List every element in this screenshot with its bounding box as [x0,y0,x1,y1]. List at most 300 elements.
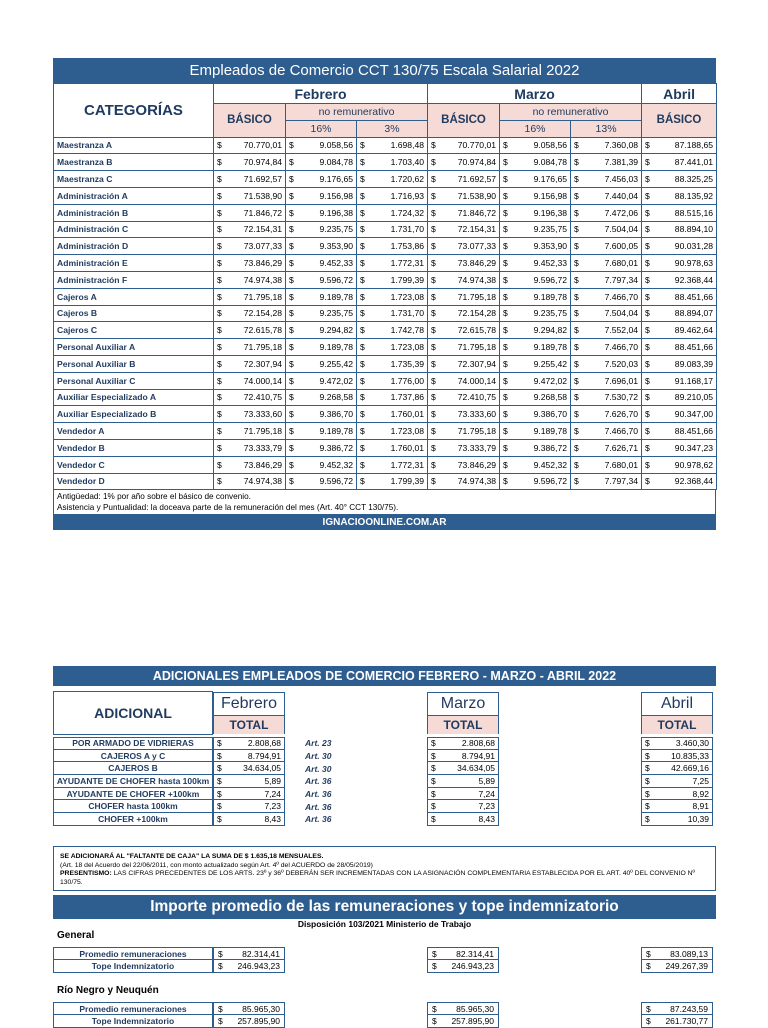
currency-symbol: $ [503,140,508,151]
currency-symbol: $ [645,750,650,761]
amount: 72.154,31 [457,224,497,235]
adic-feb-total: TOTAL [214,715,284,734]
salary-cell [357,187,428,204]
currency-symbol: $ [289,274,294,285]
currency-symbol: $ [217,392,222,403]
amount: 73.333,60 [243,409,282,420]
currency-symbol: $ [574,426,579,437]
amount: 72.154,28 [243,308,282,319]
amount: 9.353,90 [319,241,353,252]
currency-symbol: $ [503,291,508,302]
salary-cell [571,372,642,389]
currency-symbol: $ [360,190,365,201]
amount: 85.965,30 [456,1003,494,1014]
importe-value [213,960,285,973]
currency-symbol: $ [574,207,579,218]
category-name: Vendedor D [54,473,214,490]
salary-amount [574,208,638,218]
currency-symbol: $ [574,308,579,319]
salary-cell [214,137,286,154]
amount: 249.267,39 [665,961,708,971]
currency-symbol: $ [431,392,436,403]
importe-labels [53,1002,213,1028]
salary-amount [217,342,282,352]
salary-amount [217,476,282,486]
currency-symbol: $ [645,174,650,185]
basico-header-feb: BÁSICO [214,104,286,138]
currency-symbol: $ [360,375,365,386]
salary-cell [642,221,717,238]
salary-amount [360,157,424,167]
amount: 8,91 [692,801,709,812]
salary-cell [428,423,500,440]
salary-amount [503,443,567,453]
currency-symbol: $ [503,224,508,235]
amount: 9.472,02 [533,375,568,386]
amount: 7.381,39 [604,157,639,168]
currency-symbol: $ [289,291,294,302]
currency-symbol: $ [289,325,294,336]
salary-amount [360,376,424,386]
salary-cell [357,154,428,171]
salary-amount [360,208,424,218]
amount: 2.808,68 [247,738,281,749]
salary-cell [500,288,571,305]
currency-symbol: $ [574,190,579,201]
amount: 71.846,72 [243,207,282,218]
currency-symbol: $ [431,258,436,269]
currency-symbol: $ [574,409,579,420]
salary-row [54,255,717,272]
salary-amount [503,224,567,234]
salary-cell [428,389,500,406]
amount: 9.472,02 [319,375,353,386]
importe-mar-values [427,947,499,973]
importe-amount [646,1016,708,1026]
amount: 9.596,72 [319,274,353,285]
note-faltante-caja: SE ADICIONARÁ AL "FALTANTE DE CAJA" LA SUMA DE $ 1.635,18 MENSUALES. [60,853,324,860]
adicional-feb-values [213,737,285,826]
salary-amount [360,174,424,184]
currency-symbol: $ [574,174,579,185]
currency-symbol: $ [289,308,294,319]
amount: 74.974,38 [457,476,497,487]
salary-cell [214,255,286,272]
currency-symbol: $ [289,392,294,403]
salary-amount [503,174,567,184]
salary-cell [500,238,571,255]
amount: 73.846,29 [243,258,282,269]
salary-cell [286,305,357,322]
article-ref: Art. 36 [305,789,332,800]
amount: 7,24 [478,788,495,799]
salary-amount [503,426,567,436]
amount: 7.504,04 [604,224,639,235]
salary-cell [286,423,357,440]
currency-symbol: $ [289,409,294,420]
salary-amount [574,275,638,285]
note-asistencia: Asistencia y Puntualidad: la doceava parte de la remuneración del mes (Art. 40° CCT 130/75). [57,503,399,513]
salary-amount [574,376,638,386]
salary-cell [357,171,428,188]
salary-cell [428,322,500,339]
salary-amount [574,174,638,184]
salary-amount [574,460,638,470]
amount: 88.135,92 [674,190,714,201]
salary-cell [571,204,642,221]
importe-amount [432,961,494,971]
adicional-label: CAJEROS B [53,762,213,775]
amount: 8,43 [478,813,495,824]
amount: 70.770,01 [457,140,497,151]
amount: 7.520,03 [604,358,639,369]
article-ref: Art. 30 [305,763,332,774]
amount: 9.189,78 [533,342,568,353]
importe-value [427,960,499,973]
salary-cell [357,221,428,238]
currency-symbol: $ [432,961,437,971]
salary-cell [357,288,428,305]
amount: 7.696,01 [604,375,639,386]
article-ref: Art. 36 [305,814,332,825]
currency-symbol: $ [360,358,365,369]
salary-amount [574,426,638,436]
currency-symbol: $ [289,241,294,252]
importe-amount [646,961,708,971]
salary-amount [217,224,282,234]
amount: 9.235,75 [533,224,568,235]
currency-symbol: $ [217,308,222,319]
currency-symbol: $ [289,258,294,269]
amount: 5,89 [478,775,495,786]
basico-header-mar: BÁSICO [428,104,500,138]
salary-row [54,355,717,372]
salary-cell [500,204,571,221]
salary-amount [431,191,496,201]
importe-feb-values [213,1002,285,1028]
amount: 257.895,90 [451,1016,494,1026]
salary-title: Empleados de Comercio CCT 130/75 Escala Salarial 2022 [53,58,716,83]
adicional-value [213,800,285,813]
category-name: Auxiliar Especializado A [54,389,214,406]
salary-row [54,473,717,490]
salary-amount [503,157,567,167]
salary-cell [214,473,286,490]
salary-row [54,439,717,456]
adicional-amount [431,789,495,799]
importe-value [641,1002,713,1015]
salary-amount [217,426,282,436]
importe-amount [218,1004,280,1014]
salary-cell [286,322,357,339]
salary-amount [503,191,567,201]
amount: 7.504,04 [604,308,639,319]
salary-amount [503,476,567,486]
salary-amount [431,157,496,167]
importe-amount [218,1016,280,1026]
salary-cell [642,406,717,423]
currency-symbol: $ [431,442,436,453]
currency-symbol: $ [289,224,294,235]
importe-abr-values [641,947,713,973]
adicionales-title: ADICIONALES EMPLEADOS DE COMERCIO FEBRERO - MARZO - ABRIL 2022 [53,666,716,686]
currency-symbol: $ [431,140,436,151]
salary-cell [500,322,571,339]
salary-cell [571,271,642,288]
adicional-value [213,762,285,775]
amount: 1.698,48 [390,140,425,151]
salary-cell [286,238,357,255]
amount: 8.794,91 [247,750,281,761]
adic-mar-total: TOTAL [428,715,498,734]
salary-cell [500,221,571,238]
salary-cell [642,456,717,473]
adicional-value [641,737,713,750]
salary-cell [642,439,717,456]
salary-amount [431,292,496,302]
amount: 7.680,01 [604,459,639,470]
salary-amount [574,241,638,251]
salary-row [54,372,717,389]
salary-amount [574,292,638,302]
salary-amount [645,342,713,352]
amount: 88.325,25 [674,174,714,185]
adicional-value [427,788,499,801]
salary-row [54,137,717,154]
amount: 9.255,42 [533,358,568,369]
salary-amount [289,208,353,218]
amount: 71.795,18 [243,291,282,302]
adicional-label: CAJEROS A y C [53,750,213,763]
salary-row [54,423,717,440]
salary-cell [500,255,571,272]
amount: 71.538,90 [457,190,497,201]
category-name: Auxiliar Especializado B [54,406,214,423]
amount: 7.797,34 [604,476,639,487]
salary-amount [645,460,713,470]
currency-symbol: $ [360,140,365,151]
currency-symbol: $ [431,375,436,386]
amount: 73.333,79 [243,442,282,453]
amount: 7.626,70 [604,409,639,420]
salary-cell [286,221,357,238]
salary-amount [289,409,353,419]
salary-row [54,204,717,221]
amount: 42.669,16 [671,763,709,774]
currency-symbol: $ [431,190,436,201]
note-presentismo: PRESENTISMO: LAS CIFRAS PRECEDENTES DE LOS ARTS. 23º y 36º DEBERÁN SER INCREMENTADAS CON LA ASIGNACIÓN COMPLEMENTARIA ESTABLECIDA POR EL ART. 40º DEL CONVENIO Nº 130/75. [60,870,696,886]
adicional-amount [645,801,709,811]
importe-amount [432,1016,494,1026]
amount: 72.154,28 [457,308,497,319]
salary-amount [645,191,713,201]
amount: 70.770,01 [243,140,282,151]
salary-amount [503,258,567,268]
amount: 87.441,01 [674,157,714,168]
salary-cell [500,137,571,154]
currency-symbol: $ [503,409,508,420]
salary-amount [217,359,282,369]
amount: 88.451,66 [674,342,714,353]
currency-symbol: $ [217,788,222,799]
amount: 7.552,04 [604,325,639,336]
salary-amount [217,174,282,184]
salary-amount [289,476,353,486]
currency-symbol: $ [218,1003,223,1014]
importe-subtitle: Disposición 103/2021 Ministerio de Trabajo [297,919,472,929]
amount: 92.368,44 [674,476,714,487]
salary-cell [500,389,571,406]
amount: 1.737,86 [390,392,425,403]
salary-cell [214,372,286,389]
currency-symbol: $ [431,788,436,799]
pct-mar-1: 16% [500,120,571,137]
amount: 1.776,00 [390,375,425,386]
amount: 9.452,33 [319,258,353,269]
currency-symbol: $ [432,1016,437,1026]
salary-amount [289,140,353,150]
amount: 89.462,64 [674,325,714,336]
adicional-label: AYUDANTE DE CHOFER +100km [53,788,213,801]
currency-symbol: $ [645,738,650,749]
salary-amount [431,308,496,318]
salary-body [54,137,717,490]
amount: 1.772,31 [390,459,425,470]
salary-notes [53,490,716,515]
salary-cell [286,406,357,423]
adicional-amount [217,738,281,748]
adicional-value [427,762,499,775]
importe-value [641,1015,713,1028]
salary-cell [500,305,571,322]
amount: 9.235,75 [533,308,568,319]
currency-symbol: $ [574,241,579,252]
salary-cell [357,372,428,389]
category-name: Personal Auxiliar A [54,339,214,356]
salary-amount [217,258,282,268]
currency-symbol: $ [574,392,579,403]
currency-symbol: $ [645,476,650,487]
salary-cell [642,137,717,154]
salary-cell [571,221,642,238]
amount: 9.294,82 [319,325,353,336]
currency-symbol: $ [217,207,222,218]
adicional-value [641,775,713,788]
adicional-value [213,775,285,788]
currency-symbol: $ [645,358,650,369]
salary-amount [431,241,496,251]
amount: 70.974,84 [457,157,497,168]
salary-cell [214,339,286,356]
importe-value [427,1015,499,1028]
salary-amount [217,443,282,453]
currency-symbol: $ [645,308,650,319]
salary-amount [431,208,496,218]
salary-amount [574,258,638,268]
currency-symbol: $ [217,813,222,824]
salary-row [54,389,717,406]
amount: 82.314,41 [456,948,494,959]
amount: 73.846,29 [457,258,497,269]
category-name: Vendedor A [54,423,214,440]
currency-symbol: $ [217,241,222,252]
currency-symbol: $ [431,763,436,774]
salary-cell [428,473,500,490]
currency-symbol: $ [431,174,436,185]
amount: 87.188,65 [674,140,714,151]
salary-amount [645,376,713,386]
amount: 257.895,90 [237,1016,280,1026]
currency-symbol: $ [360,207,365,218]
amount: 72.615,78 [457,325,497,336]
note-antiguedad: Antigüedad: 1% por año sobre el básico de convenio. [57,492,251,502]
adicionales-notes [53,846,716,891]
salary-cell [214,238,286,255]
salary-cell [428,456,500,473]
currency-symbol: $ [645,775,650,786]
salary-cell [571,322,642,339]
amount: 71.795,18 [457,426,497,437]
currency-symbol: $ [503,426,508,437]
amount: 9.176,65 [319,174,353,185]
currency-symbol: $ [289,358,294,369]
salary-amount [645,224,713,234]
amount: 9.196,38 [533,207,568,218]
amount: 7,23 [478,801,495,812]
salary-amount [360,460,424,470]
currency-symbol: $ [431,224,436,235]
amount: 9.189,78 [533,291,568,302]
currency-symbol: $ [360,224,365,235]
salary-amount [431,359,496,369]
salary-cell [571,171,642,188]
salary-cell [357,473,428,490]
currency-symbol: $ [645,801,650,812]
amount: 10.835,33 [671,750,709,761]
adicional-amount [217,814,281,824]
currency-symbol: $ [360,342,365,353]
category-name: Maestranza C [54,171,214,188]
category-name: Vendedor C [54,456,214,473]
amount: 8,92 [692,788,709,799]
category-name: Administración C [54,221,214,238]
currency-symbol: $ [289,375,294,386]
salary-cell [428,439,500,456]
category-name: Maestranza A [54,137,214,154]
categorias-header: CATEGORÍAS [54,84,214,138]
salary-amount [431,409,496,419]
salary-amount [645,140,713,150]
currency-symbol: $ [360,291,365,302]
amount: 9.386,72 [319,442,353,453]
salary-cell [428,406,500,423]
amount: 1.703,40 [390,157,425,168]
pct-mar-2: 13% [571,120,642,137]
adicional-amount [217,776,281,786]
adicional-mar-values [427,737,499,826]
currency-symbol: $ [217,750,222,761]
currency-symbol: $ [503,358,508,369]
importe-labels [53,947,213,973]
salary-amount [645,275,713,285]
currency-symbol: $ [289,174,294,185]
currency-symbol: $ [574,375,579,386]
salary-amount [360,359,424,369]
currency-symbol: $ [646,1016,651,1026]
adic-abr-total: TOTAL [642,715,712,734]
month-header-abril: Abril [642,84,717,104]
salary-amount [360,342,424,352]
